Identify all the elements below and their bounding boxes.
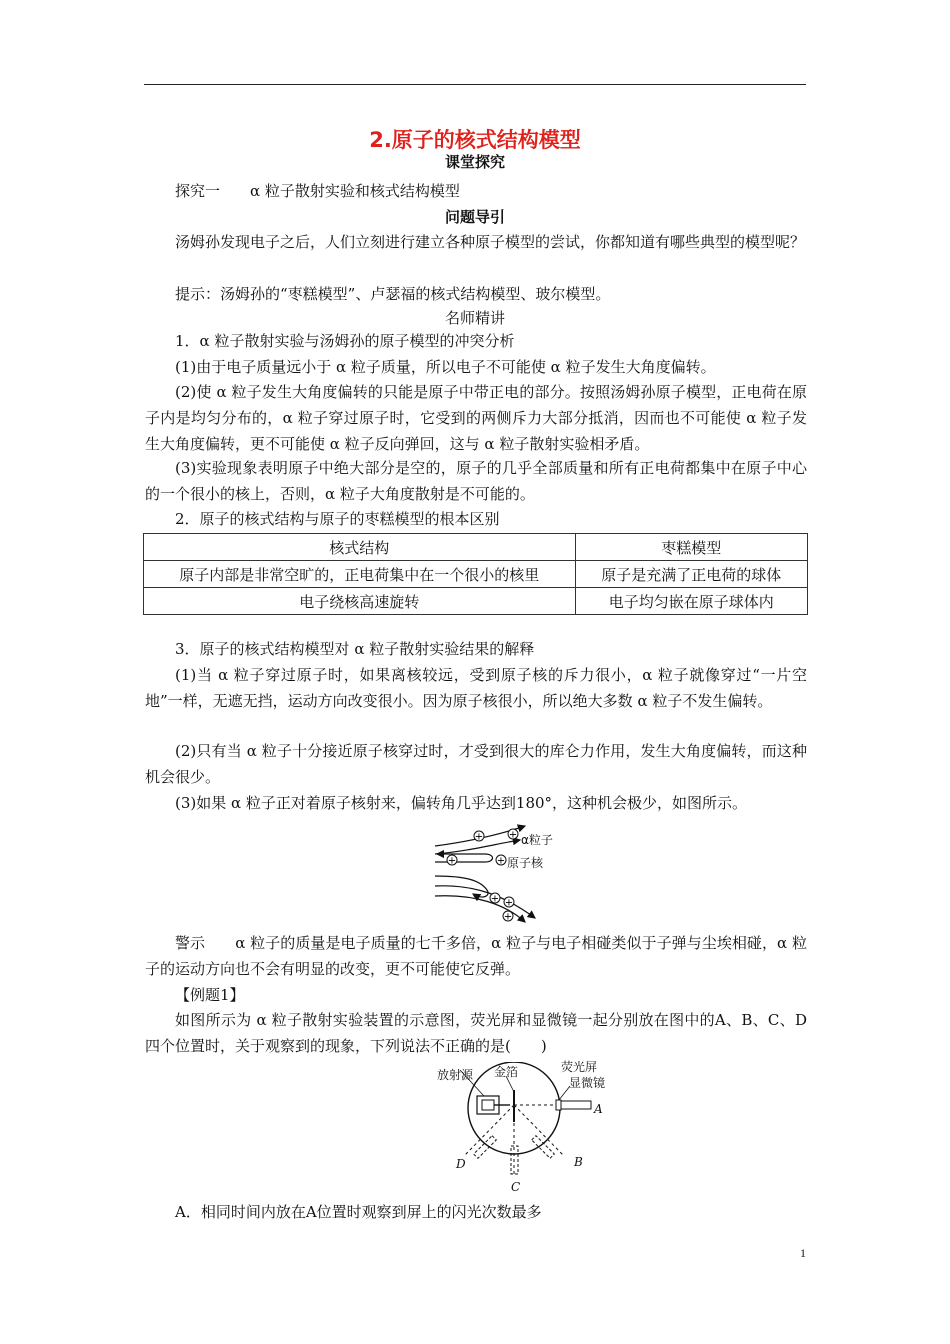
foil-label: 金箔 [494, 1065, 519, 1079]
source-label: 放射源 [437, 1068, 474, 1082]
point3-item1: (1)当 α 粒子穿过原子时，如果离核较远，受到原子核的斥力很小，α 粒子就像穿过“一片空地”一样，无遮无挡，运动方向改变很小。因为原子核很小，所以绝大多数 α 粒子不发生偏转。 [145, 666, 807, 710]
example-question: 如图所示为 α 粒子散射实验装置的示意图，荧光屏和显微镜一起分别放在图中的A、B、C、D四个位置时，关于观察到的现象，下列说法不正确的是( ) [145, 1011, 807, 1055]
explore-heading: 探究一 α 粒子散射实验和核式结构模型 [175, 182, 460, 200]
position-b-marker [532, 1136, 555, 1159]
position-b-line [514, 1105, 564, 1156]
trajectory-line [435, 854, 493, 862]
svg-text:+: + [508, 829, 518, 841]
microscope-icon [561, 1101, 591, 1109]
question-heading: 问题导引 [444, 208, 505, 226]
table-header: 枣糕模型 [575, 534, 807, 561]
point3-item3: (3)如果 α 粒子正对着原子核射来，偏转角几乎达到180°，这种机会极少，如图所示。 [175, 794, 748, 812]
position-d-marker [474, 1136, 497, 1159]
svg-text:+: + [490, 893, 500, 905]
question-paragraph: 汤姆孙发现电子之后，人们立刻进行建立各种原子模型的尝试，你都知道有哪些典型的模型呢？ [175, 233, 806, 251]
table-cell: 电子均匀嵌在原子球体内 [575, 588, 807, 615]
nucleus-label: 原子核 [507, 856, 544, 870]
position-a-label: A [594, 1102, 603, 1116]
table-row [144, 588, 808, 615]
point3-item2: (2)只有当 α 粒子十分接近原子核穿过时，才受到很大的库仑力作用，发生大角度偏转，而这种机会很少。 [145, 742, 807, 786]
example-label: 【例题1】 [175, 986, 245, 1004]
svg-text:+: + [447, 855, 457, 867]
header-rule [144, 84, 806, 85]
position-b-label: B [574, 1155, 583, 1169]
screen-icon [556, 1100, 561, 1110]
microscope-label: 显微镜 [569, 1076, 606, 1090]
warning-paragraph: 警示 α 粒子的质量是电子质量的七千多倍，α 粒子与电子相碰类似于子弹与尘埃相碰，α 粒子的运动方向也不会有明显的改变，更不可能使它反弹。 [145, 934, 807, 978]
position-d-label: D [456, 1157, 466, 1171]
table-cell: 电子绕核高速旋转 [144, 588, 576, 615]
page-number: 1 [800, 1246, 806, 1260]
table-row [144, 561, 808, 588]
point2-title: 2．原子的核式结构与原子的枣糕模型的根本区别 [175, 510, 500, 528]
position-c-label: C [511, 1180, 521, 1194]
point1-title: 1．α 粒子散射实验与汤姆孙的原子模型的冲突分析 [175, 332, 515, 350]
page-title: 2.原子的核式结构模型 [369, 128, 581, 152]
point1-item2: (2)使 α 粒子发生大角度偏转的只能是原子中带正电的部分。按照汤姆孙原子模型，正电荷在原子内是均匀分布的，α 粒子穿过原子时，它受到的两侧斥力大部分抵消，因而也不可能使 α 粒子发生大角度偏转，更不可能使 α 粒子反向弹回，这与 α 粒子散射实验相矛盾。 [145, 383, 807, 453]
svg-text:+: + [496, 855, 506, 867]
svg-text:+: + [504, 897, 514, 909]
table-header: 核式结构 [144, 534, 576, 561]
screen-label: 荧光屏 [561, 1060, 598, 1074]
table-header-row [144, 534, 808, 561]
teacher-heading: 名师精讲 [444, 309, 505, 327]
alpha-particle-label: α粒子 [521, 833, 553, 847]
point1-item3: (3)实验现象表明原子中绝大部分是空的，原子的几乎全部质量和所有正电荷都集中在原子中心的一个很小的核上，否则，α 粒子大角度散射是不可能的。 [145, 459, 807, 503]
svg-text:+: + [503, 911, 513, 923]
table-cell: 原子内部是非常空旷的，正电荷集中在一个很小的核里 [144, 561, 576, 588]
trajectory-line [435, 886, 535, 918]
section-heading: 课堂探究 [444, 153, 505, 171]
option-a: A．相同时间内放在A位置时观察到屏上的闪光次数最多 [175, 1203, 542, 1221]
hint-paragraph: 提示：汤姆孙的“枣糕模型”、卢瑟福的核式结构模型、玻尔模型。 [175, 285, 611, 303]
point3-title: 3．原子的核式结构模型对 α 粒子散射实验结果的解释 [175, 640, 535, 658]
comparison-table [143, 533, 808, 615]
table-cell: 原子是充满了正电荷的球体 [575, 561, 807, 588]
point1-item1: (1)由于电子质量远小于 α 粒子质量，所以电子不可能使 α 粒子发生大角度偏转。 [175, 358, 716, 376]
svg-text:+: + [474, 831, 484, 843]
